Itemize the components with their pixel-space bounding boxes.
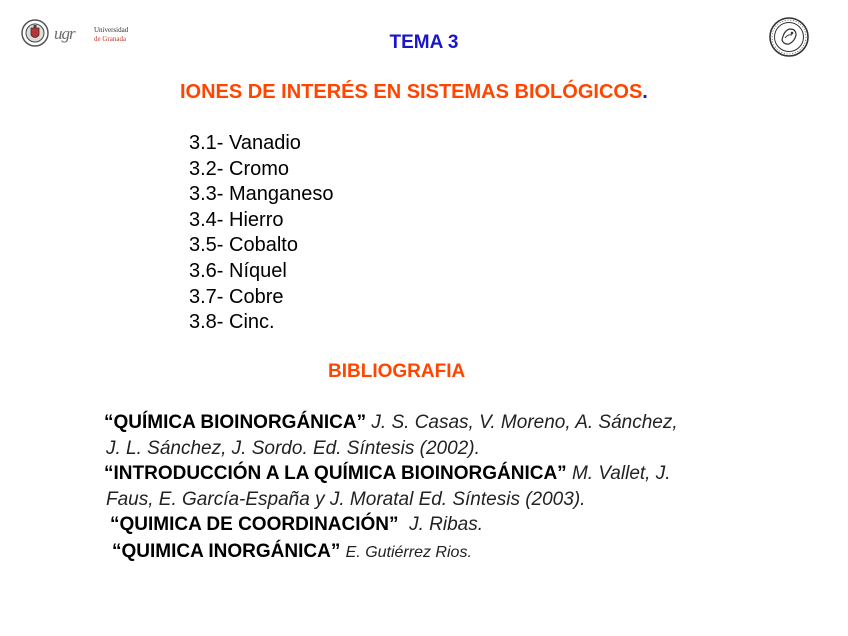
bibliography-heading: BIBLIOGRAFIA	[328, 361, 466, 382]
list-item: 3.7- Cobre	[189, 285, 284, 308]
list-item: 3.2- Cromo	[189, 157, 290, 180]
reference-authors: J. S. Casas, V. Moreno, A. Sánchez,	[371, 412, 678, 433]
list-item: 3.3- Manganeso	[189, 183, 334, 206]
page-title-text: TEMA 3	[389, 32, 459, 53]
list-item: 3.5- Cobalto	[189, 234, 298, 257]
subtitle-period: .	[642, 81, 648, 103]
section-subtitle	[180, 81, 648, 104]
topic-list	[189, 131, 334, 336]
reference-authors: J. Ribas.	[409, 514, 484, 535]
reference-title: “INTRODUCCIÓN A LA QUÍMICA BIOINORGÁNICA”	[104, 463, 567, 484]
reference-2-continued	[106, 489, 585, 511]
reference-2	[104, 463, 671, 485]
reference-title: “QUIMICA DE COORDINACIÓN”	[110, 514, 399, 535]
reference-4	[112, 541, 472, 563]
reference-title: “QUIMICA INORGÁNICA”	[112, 541, 341, 562]
list-item: 3.6- Níquel	[189, 259, 287, 282]
university-name-line1: Universidad	[94, 26, 129, 34]
reference-authors: M. Vallet, J.	[571, 463, 671, 484]
subtitle-text: IONES DE INTERÉS EN SISTEMAS BIOLÓGICOS	[180, 81, 643, 103]
page-title	[0, 32, 848, 54]
reference-authors: E. Gutiérrez Rios.	[345, 544, 472, 561]
reference-authors: J. L. Sánchez, J. Sordo. Ed. Síntesis (2002).	[106, 438, 480, 459]
reference-1-continued	[106, 438, 480, 460]
reference-3	[110, 514, 483, 536]
ugr-abbr: ugr	[54, 24, 75, 43]
list-item: 3.1- Vanadio	[189, 132, 301, 154]
university-name-line2: de Granada	[94, 35, 127, 43]
list-item: 3.4- Hierro	[189, 208, 284, 231]
reference-1	[104, 412, 678, 434]
reference-title: “QUÍMICA BIOINORGÁNICA”	[104, 412, 367, 433]
reference-authors: Faus, E. García-España y J. Moratal Ed. Síntesis (2003).	[106, 489, 586, 510]
list-item: 3.8- Cinc.	[189, 311, 275, 334]
